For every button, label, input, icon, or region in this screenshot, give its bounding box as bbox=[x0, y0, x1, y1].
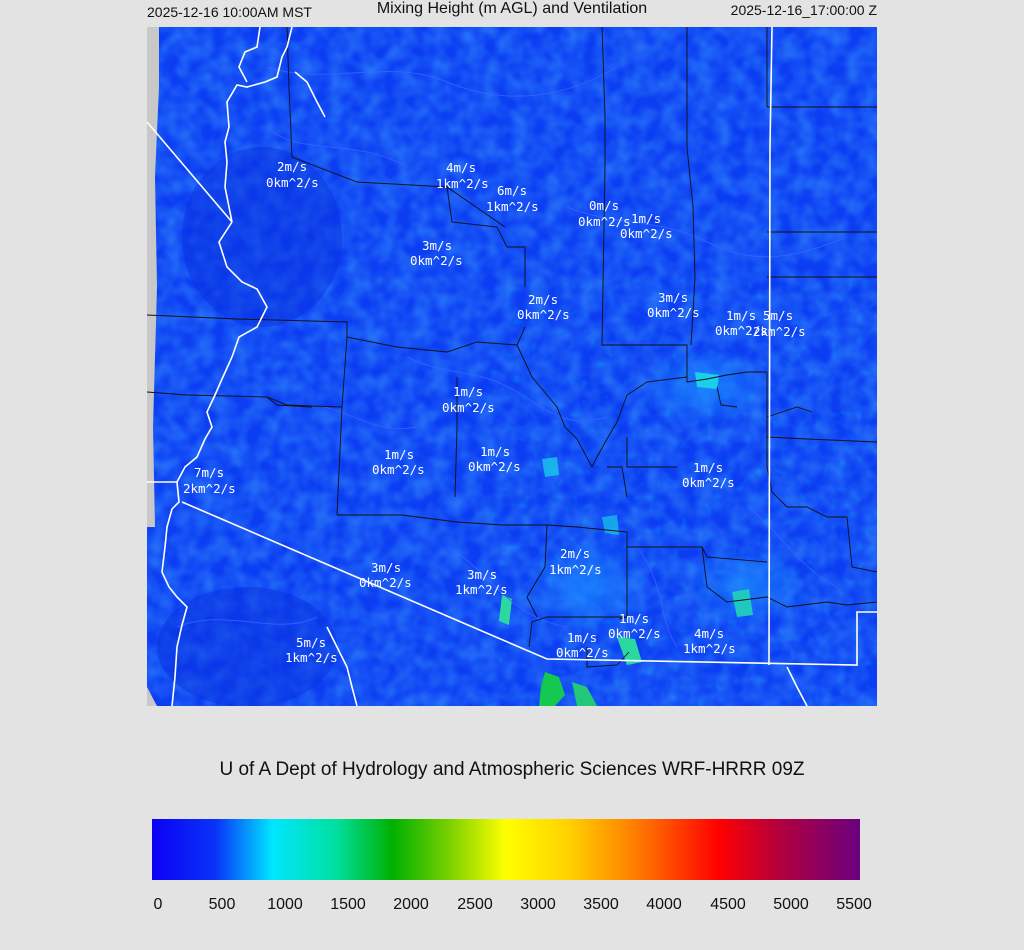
ventilation-label: 1km^2/s bbox=[683, 641, 736, 656]
map-canvas bbox=[147, 27, 877, 706]
wind-speed-label: 3m/s bbox=[467, 567, 498, 582]
colorbar-ticks bbox=[0, 896, 1024, 916]
utc-time: 2025-12-16_17:00:00 Z bbox=[730, 2, 877, 18]
ventilation-label: 0km^2/s bbox=[647, 305, 700, 320]
colorbar-tick: 1000 bbox=[267, 896, 303, 913]
ventilation-label: 0km^2/s bbox=[468, 459, 521, 474]
colorbar-tick: 1500 bbox=[330, 896, 366, 913]
colorbar-tick: 4000 bbox=[646, 896, 682, 913]
wind-speed-label: 5m/s bbox=[763, 308, 794, 323]
ventilation-label: 0km^2/s bbox=[578, 214, 631, 229]
colorbar-tick: 5500 bbox=[836, 896, 872, 913]
colorbar-tick: 3500 bbox=[583, 896, 619, 913]
wind-speed-label: 4m/s bbox=[446, 160, 477, 175]
wind-speed-label: 1m/s bbox=[619, 611, 650, 626]
wind-speed-label: 4m/s bbox=[694, 626, 725, 641]
wind-speed-label: 1m/s bbox=[726, 308, 757, 323]
wind-speed-label: 0m/s bbox=[589, 198, 620, 213]
map-title: Mixing Height (m AGL) and Ventilation bbox=[376, 0, 648, 17]
ventilation-label: 0km^2/s bbox=[359, 575, 412, 590]
wind-speed-label: 1m/s bbox=[480, 444, 511, 459]
ventilation-label: 0km^2/s bbox=[620, 226, 673, 241]
wind-speed-label: 2m/s bbox=[528, 292, 559, 307]
wind-speed-label: 1m/s bbox=[453, 384, 484, 399]
colorbar-tick: 500 bbox=[208, 896, 236, 913]
wind-speed-label: 3m/s bbox=[422, 238, 453, 253]
local-time: 2025-12-16 10:00AM MST bbox=[147, 4, 312, 20]
colorbar-tick: 2500 bbox=[457, 896, 493, 913]
wind-speed-label: 5m/s bbox=[296, 635, 327, 650]
ventilation-label: 0km^2/s bbox=[556, 645, 609, 660]
ventilation-label: 0km^2/s bbox=[266, 175, 319, 190]
wind-speed-label: 1m/s bbox=[693, 460, 724, 475]
wind-speed-label: 6m/s bbox=[497, 183, 528, 198]
ventilation-label: 1km^2/s bbox=[486, 199, 539, 214]
colorbar-tick: 2000 bbox=[393, 896, 429, 913]
wind-speed-label: 2m/s bbox=[277, 159, 308, 174]
wind-speed-label: 3m/s bbox=[658, 290, 689, 305]
colorbar-tick: 3000 bbox=[520, 896, 556, 913]
ventilation-label: 1km^2/s bbox=[455, 582, 508, 597]
colorbar bbox=[152, 819, 860, 880]
wind-speed-label: 1m/s bbox=[567, 630, 598, 645]
mixing-height-map bbox=[147, 27, 877, 706]
field-highlights bbox=[487, 277, 877, 706]
ventilation-label: 0km^2/s bbox=[517, 307, 570, 322]
colorbar-tick: 4500 bbox=[710, 896, 746, 913]
dark-patch bbox=[182, 147, 342, 327]
ventilation-label: 0km^2/s bbox=[442, 400, 495, 415]
ventilation-label: 0km^2/s bbox=[682, 475, 735, 490]
model-credit: U of A Dept of Hydrology and Atmospheric Sciences WRF-HRRR 09Z bbox=[219, 759, 805, 780]
ventilation-label: 0km^2/s bbox=[608, 626, 661, 641]
cyan-hotspot bbox=[542, 457, 559, 477]
ventilation-label: 0km^2/s bbox=[372, 462, 425, 477]
ventilation-label: 1km^2/s bbox=[285, 650, 338, 665]
wind-speed-label: 7m/s bbox=[194, 465, 225, 480]
wind-speed-label: 1m/s bbox=[631, 211, 662, 226]
ventilation-label: 0km^2/s bbox=[715, 323, 768, 338]
ventilation-label: 2km^2/s bbox=[183, 481, 236, 496]
wind-speed-label: 2m/s bbox=[560, 546, 591, 561]
ventilation-label: 1km^2/s bbox=[549, 562, 602, 577]
wind-speed-label: 1m/s bbox=[384, 447, 415, 462]
wind-speed-label: 3m/s bbox=[371, 560, 402, 575]
ventilation-label: 0km^2/s bbox=[410, 253, 463, 268]
ventilation-label: 1km^2/s bbox=[436, 176, 489, 191]
colorbar-tick: 5000 bbox=[773, 896, 809, 913]
colorbar-tick: 0 bbox=[153, 896, 163, 913]
ventilation-label: 2km^2/s bbox=[753, 324, 806, 339]
